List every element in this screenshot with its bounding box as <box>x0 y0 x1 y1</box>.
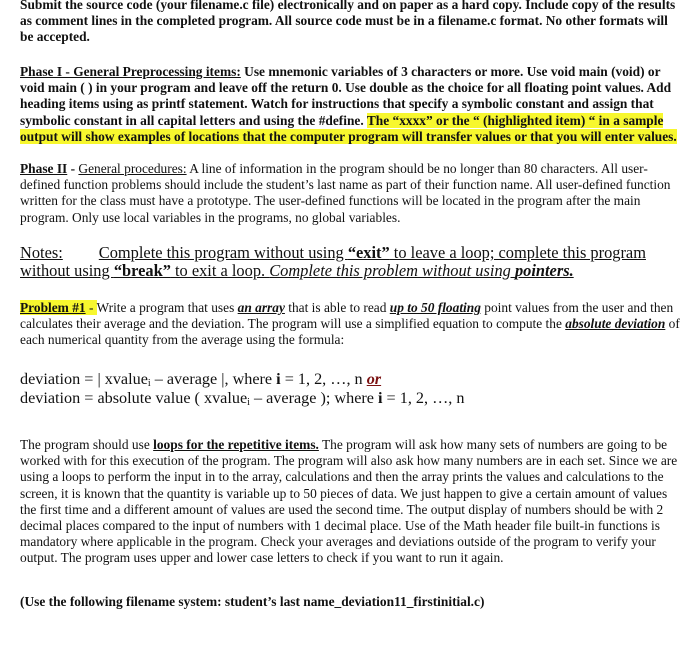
formula-i-2: i <box>378 389 383 407</box>
notes-exit: “exit” <box>347 243 390 262</box>
problem1-label: Problem #1 <box>20 300 86 315</box>
formula-line1-c: = 1, 2, …, n <box>280 370 367 388</box>
problem1-text2: that is able to read <box>284 300 390 315</box>
notes-part2: to leave a loop; complete this program without using <box>20 243 646 280</box>
phase2-paragraph <box>20 161 684 226</box>
formula-or: or <box>366 370 382 388</box>
notes-part3: to exit a loop. <box>170 261 270 280</box>
formula-line2-b: – average ); where <box>249 389 378 407</box>
formula-line-2 <box>20 389 688 407</box>
problem1-text3: point values from the user and then calculates their average and the deviation. The program will use a simplified equation to compute the <box>20 300 674 332</box>
program-description <box>20 437 684 567</box>
problem1-array: an array <box>237 300 285 315</box>
problem1-text4: of each numerical quantity from the average using the formula: <box>20 316 680 348</box>
intro-text: Submit the source code (your filename.c file) electronically and on paper as a hard copy. Include copy of the results as comment lines in the completed program. All source code must be in a filename.c format. No other formats will be accepted. <box>20 0 676 45</box>
notes-part1: Complete this program without using <box>98 243 348 262</box>
phase1-paragraph <box>20 64 684 145</box>
problem1-absdev: absolute deviation <box>565 316 666 332</box>
problem1-dash: - <box>85 300 97 315</box>
problem1-paragraph <box>20 300 684 349</box>
body2-text1: The program should use <box>20 437 154 452</box>
phase1-body: Use mnemonic variables of 3 characters or more. Use void main (void) or void main ( ) in your program and leave off the return 0. Use double as the choice for all floating point values. Add heading items using as printf statement. Watch for instructions that specify a symbolic constant and assign that symbolic constant in all capital letters and using the #define. <box>20 64 672 128</box>
phase1-highlight: The “xxxx” or the “ (highlighted item) “ in a sample output will show examples of locations that the computer program will transfer values or that you will enter values. <box>20 112 677 144</box>
formula-line1-b: – average |, where <box>150 370 277 388</box>
filename-instruction <box>20 594 684 610</box>
phase1-heading: Phase I - General Preprocessing items: <box>20 64 241 79</box>
formula-i-1: i <box>276 370 281 388</box>
formula-line-1 <box>20 370 688 388</box>
body2-loops: loops for the repetitive items. <box>153 437 319 452</box>
notes-pointers: pointers. <box>514 261 574 280</box>
notes-break: “break” <box>113 261 171 280</box>
formula-line1-a: deviation = | xvalue <box>20 370 148 388</box>
phase2-body: A line of information in the program should be no longer than 80 characters. All user-defined function problems should include the student’s last name as part of their function name. All user-defined function written for the class must have a prototype. The user-defined functions will be located in the program after the main program. Only use local variables in the programs, no global variables. <box>20 161 671 225</box>
formula-line2-a: deviation = absolute value ( xvalue <box>20 389 248 407</box>
notes-part4: Complete this problem without using <box>269 261 515 280</box>
formula-line2-c: = 1, 2, …, n <box>382 389 465 407</box>
problem1-upto: up to 50 floating <box>389 300 481 315</box>
filename-text: (Use the following filename system: student’s last name_deviation11_firstinitial.c) <box>20 594 485 609</box>
problem1-text1: Write a program that uses <box>96 300 238 315</box>
intro-paragraph <box>20 0 684 46</box>
notes-label: Notes: <box>20 243 63 262</box>
formula-sub-2: i <box>247 397 250 408</box>
formula-sub-1: i <box>147 378 151 389</box>
notes-paragraph <box>20 244 688 280</box>
phase2-subheading: General procedures: <box>78 161 187 176</box>
body2-text2: The program will ask how many sets of numbers are going to be worked with for this execution of the program. The program will also ask how many numbers are in each set. Since we are using a loops to perform the input in to the array, calculations and then the array prints the values and calculations to the screen, it is known that the quantity is variable up to 50 pieces of data. We just happen to give a certain amount of values the first time and a different amount of values are used the second time. The output display of numbers should be with 2 decimal places compared to the input of numbers with 1 decimal place. Use of the Math header file built-in functions is mandatory where applicable in the program. Check your averages and deviations outside of the program to verify your output. The program uses upper and lower case letters to check if you want to run it again. <box>20 437 678 566</box>
phase2-dash: - <box>67 161 79 176</box>
phase2-heading: Phase II <box>20 161 68 176</box>
